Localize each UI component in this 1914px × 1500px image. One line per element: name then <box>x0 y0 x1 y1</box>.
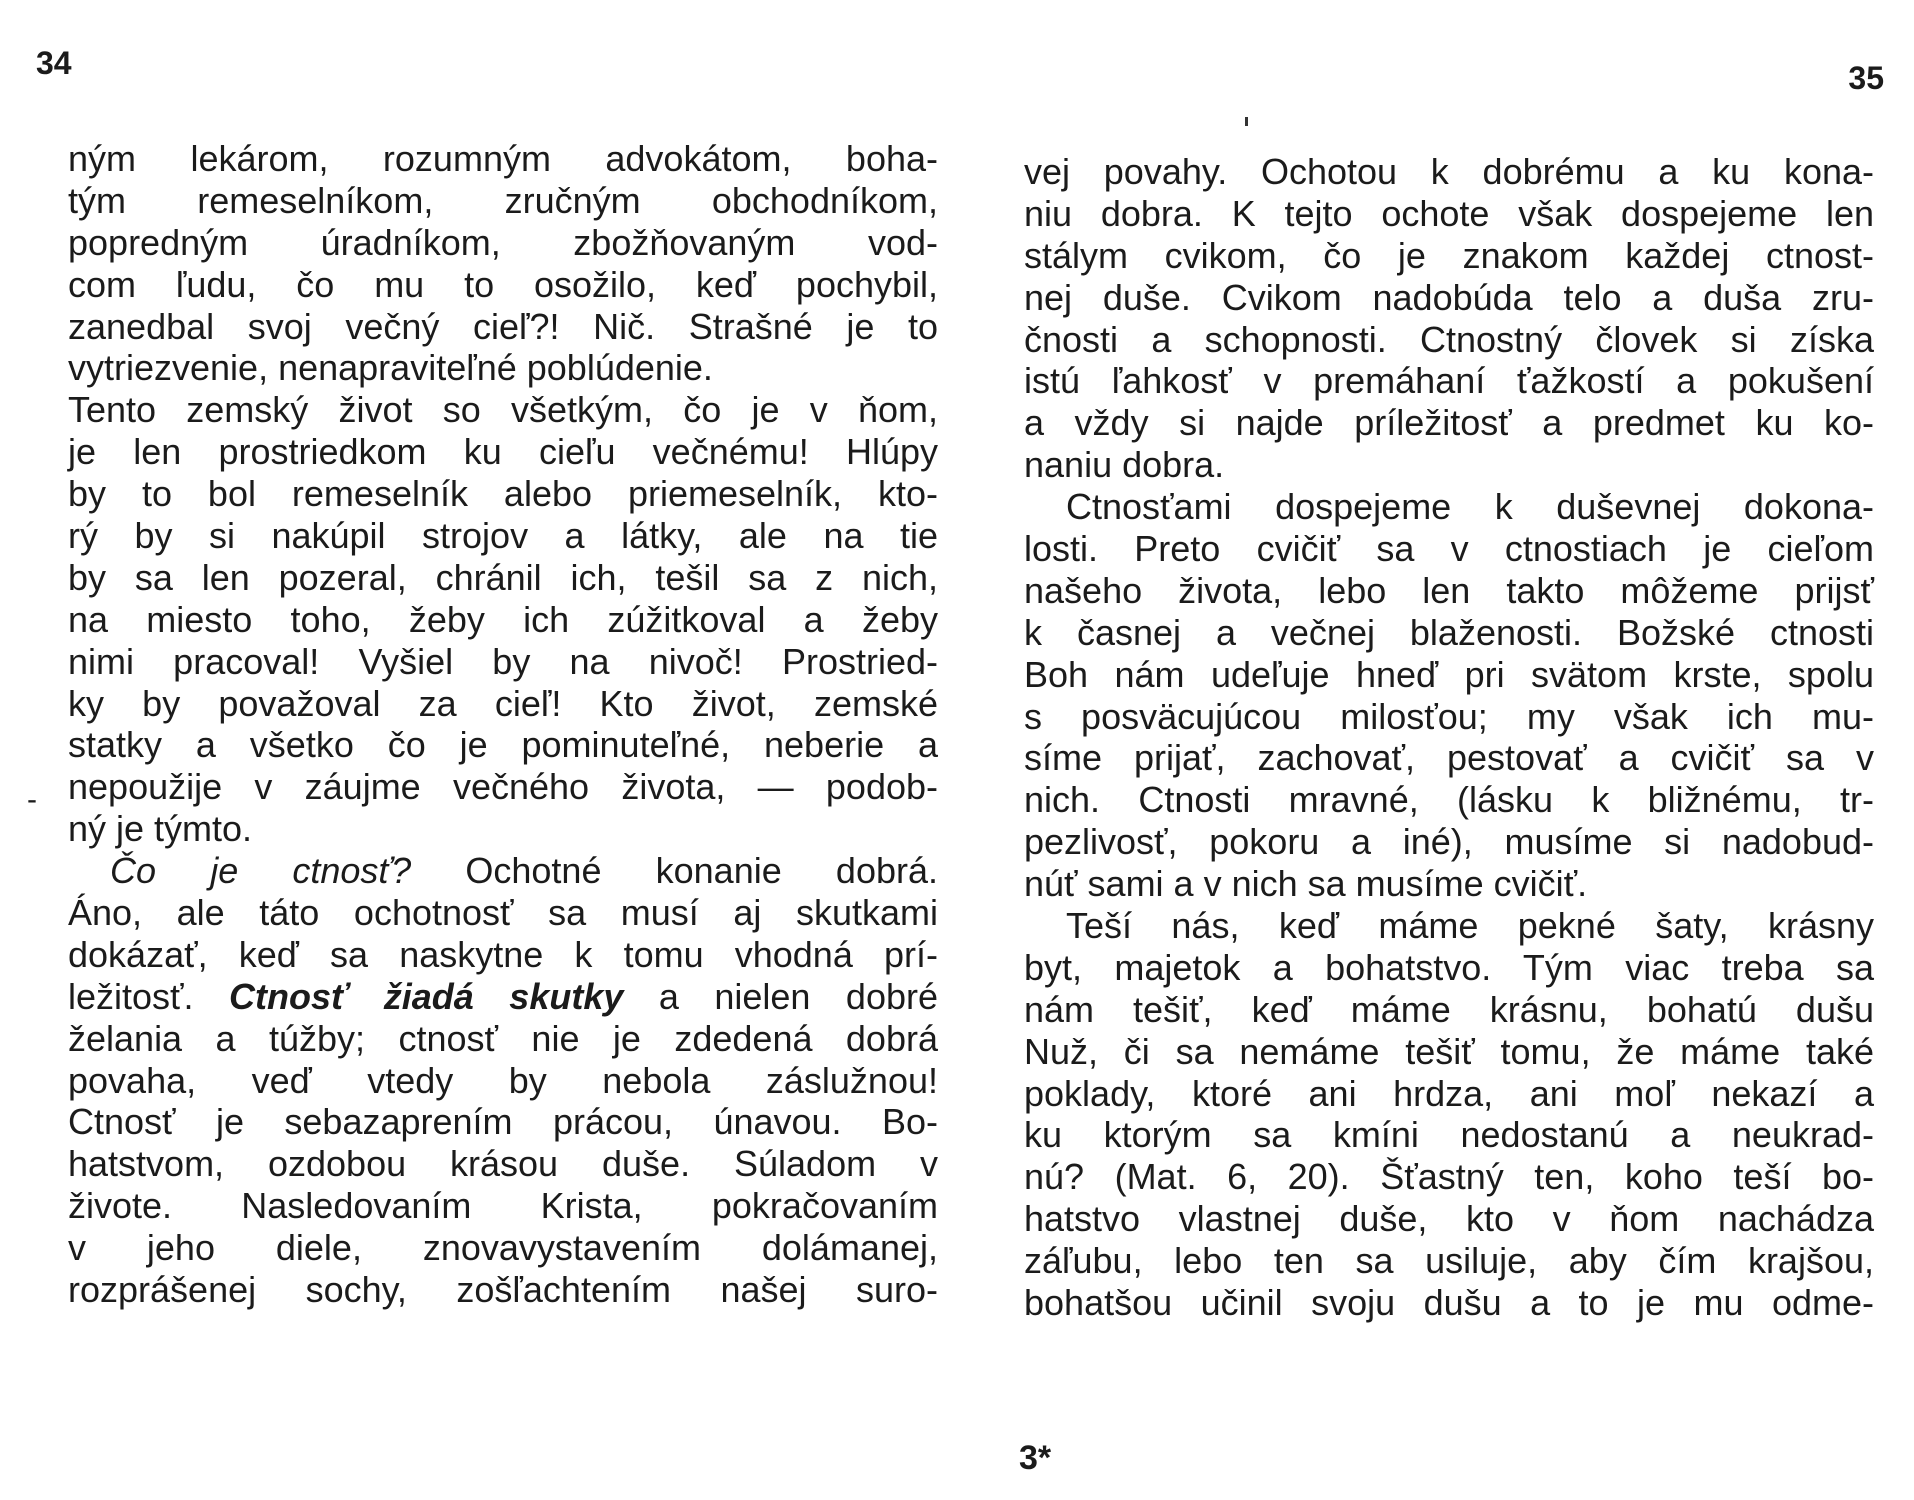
text-run: ným lekárom, rozumným advokátom, boha- <box>68 138 938 179</box>
text-run: Áno, ale táto ochotnosť sa musí aj skutkami <box>68 892 938 934</box>
text-run: niu dobra. K tejto ochote však dospejeme len <box>1024 192 1874 234</box>
text-line <box>68 431 938 473</box>
text-line <box>1024 947 1874 989</box>
text-line <box>68 1060 938 1102</box>
text-run: com ľudu, čo mu to osožilo, keď pochybil, <box>68 263 938 305</box>
text-run: nám tešiť, keď máme krásnu, bohatú dušu <box>1024 988 1874 1030</box>
text-run: naniu dobra. <box>1024 444 1225 486</box>
text-line <box>1024 1114 1874 1156</box>
text-line <box>68 347 938 389</box>
right-page <box>957 0 1914 1500</box>
text-line <box>1024 654 1874 696</box>
text-run: Nuž, či sa nemáme tešiť tomu, že máme také <box>1024 1030 1874 1072</box>
text-line <box>1024 696 1874 738</box>
text-run: čnosti a schopnosti. Ctnostný človek si získa <box>1024 318 1874 360</box>
text-run: hatstvom, ozdobou krásou duše. Súladom v <box>68 1143 938 1185</box>
text-line <box>68 892 938 934</box>
text-run: by to bol remeselník alebo priemeselník, kto- <box>68 473 938 515</box>
text-line <box>1024 989 1874 1031</box>
text-line <box>68 557 938 599</box>
text-line <box>1024 444 1874 486</box>
text-run: vytriezvenie, nenapraviteľné poblúdenie. <box>68 347 713 389</box>
text-line <box>1024 1031 1874 1073</box>
signature-mark: 3* <box>1019 1439 1052 1477</box>
text-line <box>1024 905 1874 947</box>
text-run: poklady, ktoré ani hrdza, ani moľ nekazí a <box>1024 1072 1874 1114</box>
text-run: Ctnosťami dospejeme k duševnej dokona- <box>1066 486 1874 528</box>
text-line <box>68 264 938 306</box>
text-line <box>1024 1198 1874 1240</box>
text-line <box>68 222 938 264</box>
text-run: stálym cvikom, čo je znakom každej ctnost- <box>1024 234 1874 276</box>
text-line <box>68 180 938 222</box>
text-line <box>68 724 938 766</box>
text-run: Ochotné konanie dobrá. <box>411 850 938 892</box>
text-line <box>68 1143 938 1185</box>
text-line <box>68 389 938 431</box>
right-page-text <box>1024 151 1874 1324</box>
text-line <box>1024 570 1874 612</box>
text-run: tým remeselníkom, zručným obchodníkom, <box>68 179 938 221</box>
text-run: Ctnosť žiadá skutky <box>229 975 624 1017</box>
text-run: vej povahy. Ochotou k dobrému a ku kona- <box>1024 151 1874 192</box>
text-run: núť sami a v nich sa musíme cvičiť. <box>1024 863 1588 905</box>
text-line <box>68 1185 938 1227</box>
text-line <box>68 1227 938 1269</box>
text-line <box>68 473 938 515</box>
text-line <box>68 683 938 725</box>
text-line <box>68 138 938 180</box>
text-run: na miesto toho, žeby ich zúžitkoval a žeby <box>68 598 938 640</box>
text-run: Čo je ctnosť? <box>110 850 412 892</box>
text-line <box>1024 360 1874 402</box>
text-line <box>68 1269 938 1311</box>
text-line <box>68 976 938 1018</box>
text-run: k časnej a večnej blaženosti. Božské ctnosti <box>1024 611 1874 653</box>
text-run: popredným úradníkom, zbožňovaným vod- <box>68 221 938 263</box>
text-line <box>1024 235 1874 277</box>
text-run: pezlivosť, pokoru a iné), musíme si nadobud- <box>1024 821 1874 863</box>
text-line <box>68 599 938 641</box>
text-run: Ctnosť je sebazaprením prácou, únavou. Bo- <box>68 1101 938 1143</box>
text-run: nich. Ctnosti mravné, (lásku k bližnému, tr- <box>1024 779 1874 821</box>
text-line <box>1024 737 1874 779</box>
text-line <box>1024 402 1874 444</box>
left-page-text <box>68 138 938 1311</box>
text-run: v jeho diele, znovavystavením dolámanej, <box>68 1227 938 1269</box>
text-run: ležitosť. <box>68 975 230 1017</box>
text-line <box>68 766 938 808</box>
text-line <box>1024 821 1874 863</box>
text-run: ku ktorým sa kmíni nedostanú a neukrad- <box>1024 1114 1874 1156</box>
text-run: záľubu, lebo ten sa usiluje, aby čím krajšou, <box>1024 1240 1874 1282</box>
text-line <box>1024 486 1874 528</box>
text-run: želania a túžby; ctnosť nie je zdedená dobrá <box>68 1017 938 1059</box>
text-line <box>1024 277 1874 319</box>
text-line <box>68 1018 938 1060</box>
text-line <box>1024 1156 1874 1198</box>
text-run: našeho života, lebo len takto môžeme prijsť <box>1024 569 1874 611</box>
text-run: byt, majetok a bohatstvo. Tým viac treba sa <box>1024 946 1874 988</box>
text-run: by sa len pozeral, chránil ich, tešil sa z nich, <box>68 556 938 598</box>
left-margin-mark: - <box>27 783 37 816</box>
text-run: Boh nám udeľuje hneď pri svätom krste, spolu <box>1024 653 1874 695</box>
text-run: a vždy si najde príležitosť a predmet ku ko- <box>1024 402 1874 444</box>
text-run: Teší nás, keď máme pekné šaty, krásny <box>1066 905 1874 947</box>
right-page-number: 35 <box>1848 60 1884 96</box>
text-run: Tento zemský život so všetkým, čo je v ňom, <box>68 389 938 431</box>
text-run: hatstvo vlastnej duše, kto v ňom nachádza <box>1024 1198 1874 1240</box>
text-line <box>68 306 938 348</box>
text-run: istú ľahkosť v premáhaní ťažkostí a pokušení <box>1024 360 1874 402</box>
text-line <box>1024 612 1874 654</box>
printing-mark <box>1245 117 1248 126</box>
text-line <box>68 934 938 976</box>
text-run: je len prostriedkom ku cieľu večnému! Hlúpy <box>68 431 938 473</box>
text-line <box>1024 1073 1874 1115</box>
text-line <box>1024 863 1874 905</box>
text-run: nú? (Mat. 6, 20). Šťastný ten, koho teší bo- <box>1024 1156 1874 1198</box>
text-run: ný je týmto. <box>68 808 253 850</box>
text-run: dokázať, keď sa naskytne k tomu vhodná prí- <box>68 933 938 975</box>
text-run: síme prijať, zachovať, pestovať a cvičiť sa v <box>1024 737 1874 779</box>
text-run: statky a všetko čo je pominuteľné, neberie a <box>68 724 938 766</box>
left-page-number: 34 <box>36 45 72 81</box>
text-run: s posväcujúcou milosťou; my však ich mu- <box>1024 695 1874 737</box>
text-line <box>1024 1240 1874 1282</box>
text-run: rozprášenej sochy, zošľachtením našej suro- <box>68 1269 938 1311</box>
text-run: nimi pracoval! Vyšiel by na nivoč! Prostried- <box>68 640 938 682</box>
text-line <box>68 1101 938 1143</box>
text-line <box>1024 151 1874 193</box>
text-run: živote. Nasledovaním Krista, pokračovaním <box>68 1185 938 1227</box>
text-line <box>68 808 938 850</box>
text-run: losti. Preto cvičiť sa v ctnostiach je cieľom <box>1024 528 1874 570</box>
text-line <box>1024 528 1874 570</box>
text-line <box>68 850 938 892</box>
text-run: a nielen dobré <box>623 975 939 1017</box>
text-line <box>1024 319 1874 361</box>
text-run: zanedbal svoj večný cieľ?! Nič. Strašné je to <box>68 305 938 347</box>
text-run: povaha, veď vtedy by nebola záslužnou! <box>68 1059 938 1101</box>
text-line <box>68 641 938 683</box>
text-run: nej duše. Cvikom nadobúda telo a duša zru- <box>1024 276 1874 318</box>
text-run: nepoužije v záujme večného života, — podob- <box>68 766 938 808</box>
text-run: rý by si nakúpil strojov a látky, ale na tie <box>68 515 938 557</box>
text-line <box>1024 779 1874 821</box>
text-run: bohatšou učinil svoju dušu a to je mu odme- <box>1024 1282 1874 1324</box>
text-line <box>1024 193 1874 235</box>
text-line <box>1024 1282 1874 1324</box>
text-run: ky by považoval za cieľ! Kto život, zemské <box>68 682 938 724</box>
text-line <box>68 515 938 557</box>
